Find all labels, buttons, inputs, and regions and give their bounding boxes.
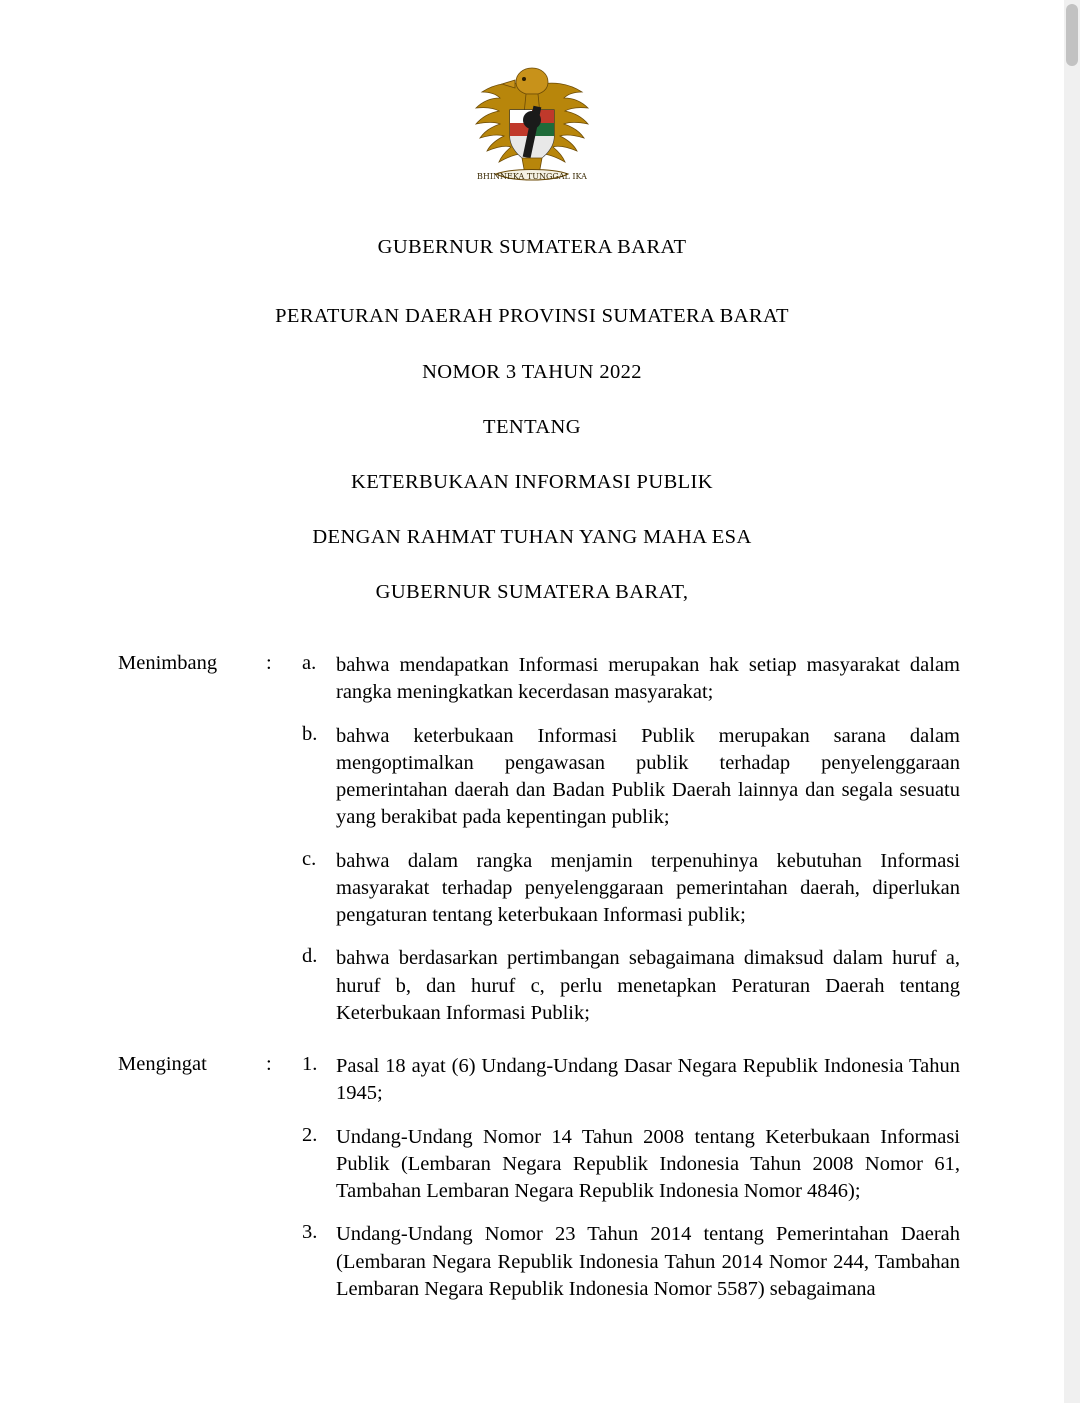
heading-regulation-type: PERATURAN DAERAH PROVINSI SUMATERA BARAT (275, 305, 789, 327)
garuda-pancasila-emblem (452, 58, 612, 203)
list-item-text: Pasal 18 ayat (6) Undang-Undang Dasar Negara Republik Indonesia Tahun 1945; (336, 1055, 960, 1105)
list-item (302, 1053, 960, 1108)
list-item-marker: c. (302, 847, 317, 870)
section-label-menimbang: Menimbang (118, 652, 218, 674)
emblem-container (0, 0, 1064, 181)
document-body (0, 652, 1064, 1303)
svg-text:BHINNEKA TUNGGAL IKA: BHINNEKA TUNGGAL IKA (477, 172, 587, 181)
list-item (302, 723, 960, 832)
heading-signatory: GUBERNUR SUMATERA BARAT, (375, 581, 689, 603)
heading-about-label: TENTANG (483, 416, 581, 438)
list-item-marker: 3. (302, 1221, 318, 1244)
section-items-menimbang (302, 652, 960, 1027)
list-item-marker: 2. (302, 1123, 318, 1146)
section-mengingat (118, 1053, 960, 1303)
section-items-mengingat (302, 1053, 960, 1303)
list-item-text: bahwa berdasarkan pertimbangan sebagaimana dimaksud dalam huruf a, huruf b, dan huruf c, perlu menetapkan Peraturan Daerah tentang Keterbukaan Informasi Publik; (336, 947, 960, 1024)
vertical-scrollbar[interactable] (1064, 0, 1080, 1403)
list-item (302, 652, 960, 707)
heading-number: NOMOR 3 TAHUN 2022 (422, 361, 642, 383)
list-item-text: Undang-Undang Nomor 14 Tahun 2008 tentang Keterbukaan Informasi Publik (Lembaran Negara Republik Indonesia Tahun 2008 Nomor 61, Tambahan Lembaran Negara Republik Indonesia Nomor 4846); (336, 1125, 960, 1202)
document-heading (0, 236, 1064, 604)
section-menimbang (118, 652, 960, 1027)
list-item-marker: 1. (302, 1053, 318, 1075)
heading-institution: GUBERNUR SUMATERA BARAT (377, 236, 687, 258)
list-item-marker: b. (302, 722, 318, 745)
heading-title: KETERBUKAAN INFORMASI PUBLIK (351, 471, 713, 493)
section-colon-menimbang: : (266, 652, 272, 674)
list-item (302, 848, 960, 930)
list-item (302, 945, 960, 1027)
scrollbar-thumb[interactable] (1066, 4, 1078, 66)
section-colon-mengingat: : (266, 1053, 272, 1075)
list-item-text: bahwa keterbukaan Informasi Publik merupakan sarana dalam mengoptimalkan pengawasan publik terhadap penyelenggaraan pemerintahan daerah dan Badan Publik Daerah lainnya dan segala sesuatu yang berakibat pada kepentingan publik; (336, 724, 960, 829)
list-item-text: Undang-Undang Nomor 23 Tahun 2014 tentang Pemerintahan Daerah (Lembaran Negara Republik Indonesia Tahun 2014 Nomor 244, Tambahan Lembaran Negara Republik Indonesia Nomor 5587) sebagaimana (336, 1223, 960, 1300)
list-item-marker: a. (302, 652, 317, 674)
list-item-marker: d. (302, 945, 318, 968)
list-item-text: bahwa dalam rangka menjamin terpenuhinya kebutuhan Informasi masyarakat terhadap penyelenggaraan pemerintahan daerah, diperlukan pengaturan tentang keterbukaan Informasi publik; (336, 849, 960, 926)
list-item (302, 1221, 960, 1303)
heading-blessing: DENGAN RAHMAT TUHAN YANG MAHA ESA (312, 526, 752, 548)
list-item (302, 1124, 960, 1206)
list-item-text: bahwa mendapatkan Informasi merupakan hak setiap masyarakat dalam rangka meningkatkan kecerdasan masyarakat; (336, 654, 960, 704)
section-label-mengingat: Mengingat (118, 1053, 207, 1075)
